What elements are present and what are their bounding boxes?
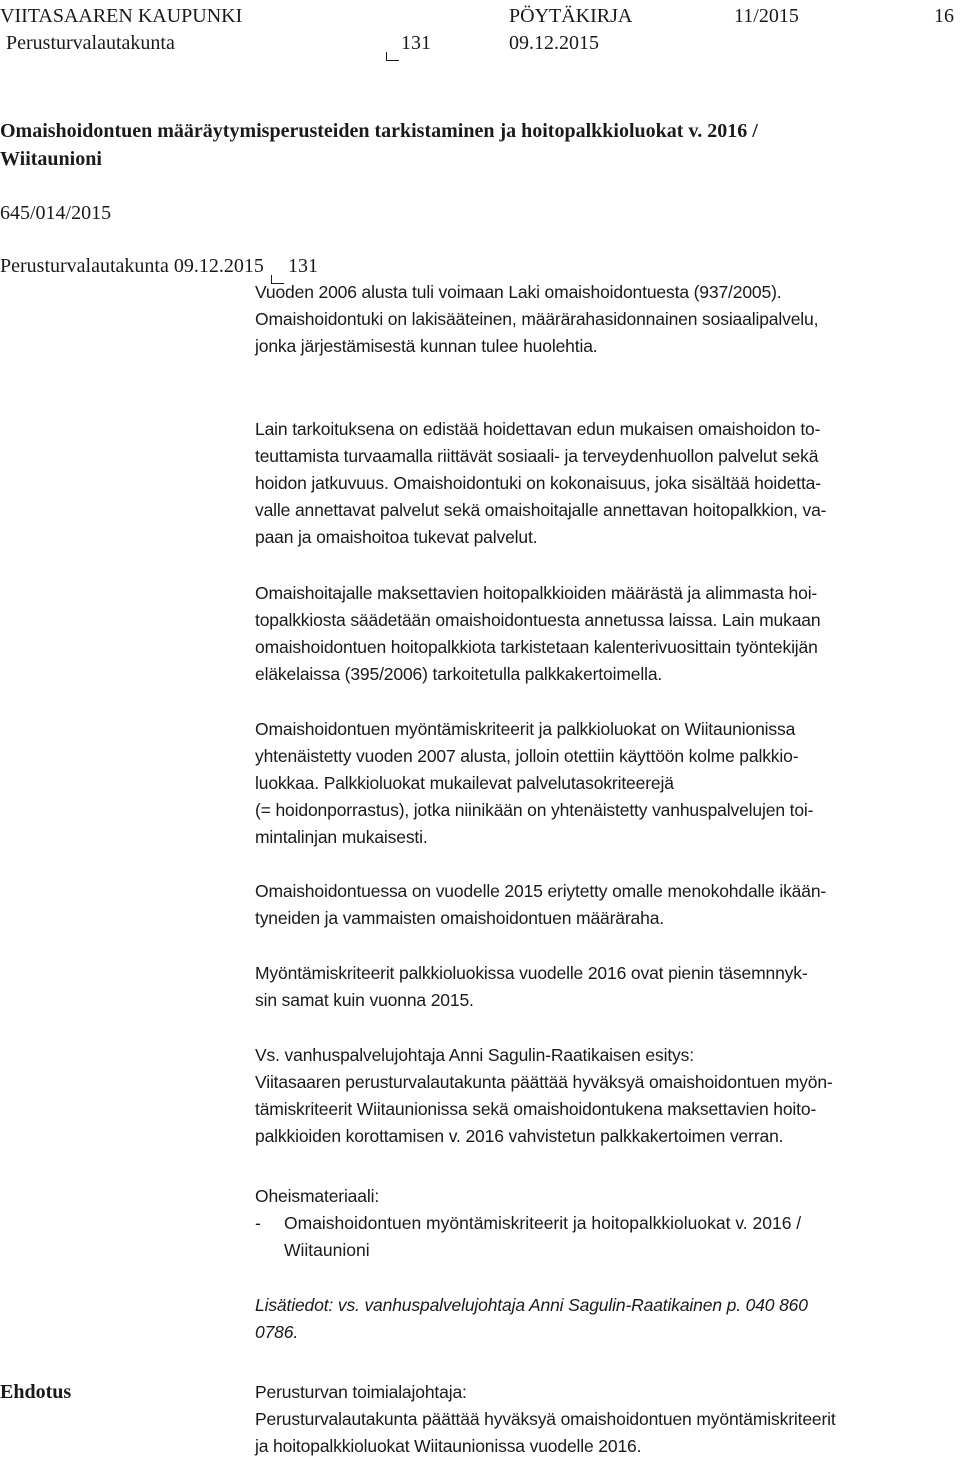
header-doc-type: PÖYTÄKIRJA: [509, 5, 633, 27]
header-city: VIITASAAREN KAUPUNKI: [0, 5, 243, 27]
text-line: 0786.: [255, 1322, 299, 1342]
text-line: Viitasaaren perusturvalautakunta päättää hyväksyä omaishoidontuen myön-: [255, 1072, 833, 1092]
attachment-dash: -: [255, 1213, 261, 1233]
header-page-number: 16: [934, 5, 954, 27]
record-number: 645/014/2015: [0, 202, 112, 224]
attachment-item-line2: Wiitaunioni: [284, 1240, 370, 1260]
header-doc-number: 11/2015: [734, 5, 799, 27]
proposal-text: [255, 1379, 960, 1460]
meeting-section: 131: [288, 255, 318, 277]
text-line: Omaishoidontuessa on vuodelle 2015 eriytetty omalle menokohdalle ikään-: [255, 881, 827, 901]
header-date: 09.12.2015: [509, 32, 599, 54]
text-line: valle annettavat palvelut sekä omaishoitajalle annettavan hoitopalkkion, va-: [255, 500, 827, 520]
meeting-ref: Perusturvalautakunta 09.12.2015: [0, 255, 264, 277]
text-line: ja hoitopalkkioluokat Wiitaunionissa vuodelle 2016.: [255, 1436, 642, 1456]
contact-info: [255, 1292, 960, 1346]
header-section: 131: [401, 32, 431, 54]
text-line: (= hoidonporrastus), jotka niinikään on yhtenäistetty vanhuspalvelujen toi-: [255, 800, 814, 820]
attachments-heading: Oheismateriaali:: [255, 1186, 380, 1206]
text-line: topalkkiosta säädetään omaishoidontuesta annetussa laissa. Lain mukaan: [255, 610, 821, 630]
text-line: mintalinjan mukaisesti.: [255, 827, 428, 847]
text-line: Vs. vanhuspalvelujohtaja Anni Sagulin-Raatikaisen esitys:: [255, 1045, 694, 1065]
text-line: luokkaa. Palkkioluokat mukailevat palvelutasokriteerejä: [255, 773, 674, 793]
paragraph-2: [255, 416, 960, 551]
text-line: palkkioiden korottamisen v. 2016 vahvistetun palkkakertoimen verran.: [255, 1126, 784, 1146]
attachment-item-line1: Omaishoidontuen myöntämiskriteerit ja hoitopalkkioluokat v. 2016 /: [284, 1213, 802, 1233]
text-line: tyneiden ja vammaisten omaishoidontuen määräraha.: [255, 908, 665, 928]
header-board: Perusturvalautakunta: [6, 32, 175, 54]
text-line: eläkelaissa (395/2006) tarkoitetulla palkkakertoimella.: [255, 664, 663, 684]
text-line: tämiskriteerit Wiitaunionissa sekä omaishoidontukena maksettavien hoito-: [255, 1099, 817, 1119]
paragraph-3: [255, 580, 960, 688]
text-line: jonka järjestämisestä kunnan tulee huolehtia.: [255, 336, 598, 356]
paragraph-4: [255, 716, 960, 851]
text-line: Lisätiedot: vs. vanhuspalvelujohtaja Anni Sagulin-Raatikainen p. 040 860: [255, 1295, 808, 1315]
paragraph-5: [255, 878, 960, 932]
paragraph-1: [255, 279, 960, 360]
text-line: Vuoden 2006 alusta tuli voimaan Laki omaishoidontuesta (937/2005).: [255, 282, 782, 302]
text-line: Perusturvalautakunta päättää hyväksyä omaishoidontuen myöntämiskriteerit: [255, 1409, 836, 1429]
proposal-label: Ehdotus: [0, 1381, 72, 1403]
text-line: Omaishoitajalle maksettavien hoitopalkkioiden määrästä ja alimmasta hoi-: [255, 583, 818, 603]
text-line: paan ja omaishoitoa tukevat palvelut.: [255, 527, 538, 547]
paragraph-6: [255, 960, 960, 1014]
text-line: Lain tarkoituksena on edistää hoidettavan edun mukaisen omaishoidon to-: [255, 419, 821, 439]
section-marker-icon: [386, 52, 399, 61]
text-line: hoidon jatkuvuus. Omaishoidontuki on kokonaisuus, joka sisältää hoidetta-: [255, 473, 821, 493]
attachment-item: [284, 1210, 801, 1264]
item-title-line1: Omaishoidontuen määräytymisperusteiden tarkistaminen ja hoitopalkkioluokat v. 2016 /: [0, 120, 758, 142]
item-title-line2: Wiitaunioni: [0, 148, 102, 170]
text-line: sin samat kuin vuonna 2015.: [255, 990, 474, 1010]
proposal-by: Perusturvan toimialajohtaja:: [255, 1382, 467, 1402]
text-line: omaishoidontuen hoitopalkkiota tarkistetaan kalenterivuosittain työntekijän: [255, 637, 818, 657]
text-line: Myöntämiskriteerit palkkioluokissa vuodelle 2016 ovat pienin täsemnnyk-: [255, 963, 808, 983]
text-line: yhtenäistetty vuoden 2007 alusta, jolloin otettiin käyttöön kolme palkkio-: [255, 746, 799, 766]
text-line: Omaishoidontuen myöntämiskriteerit ja palkkioluokat on Wiitaunionissa: [255, 719, 796, 739]
text-line: Omaishoidontuki on lakisääteinen, määrärahasidonnainen sosiaalipalvelu,: [255, 309, 819, 329]
text-line: teuttamista turvaamalla riittävät sosiaali- ja terveydenhuollon palvelut sekä: [255, 446, 819, 466]
attachments-label: [255, 1183, 960, 1210]
paragraph-7-proposal-by-director: [255, 1042, 960, 1150]
